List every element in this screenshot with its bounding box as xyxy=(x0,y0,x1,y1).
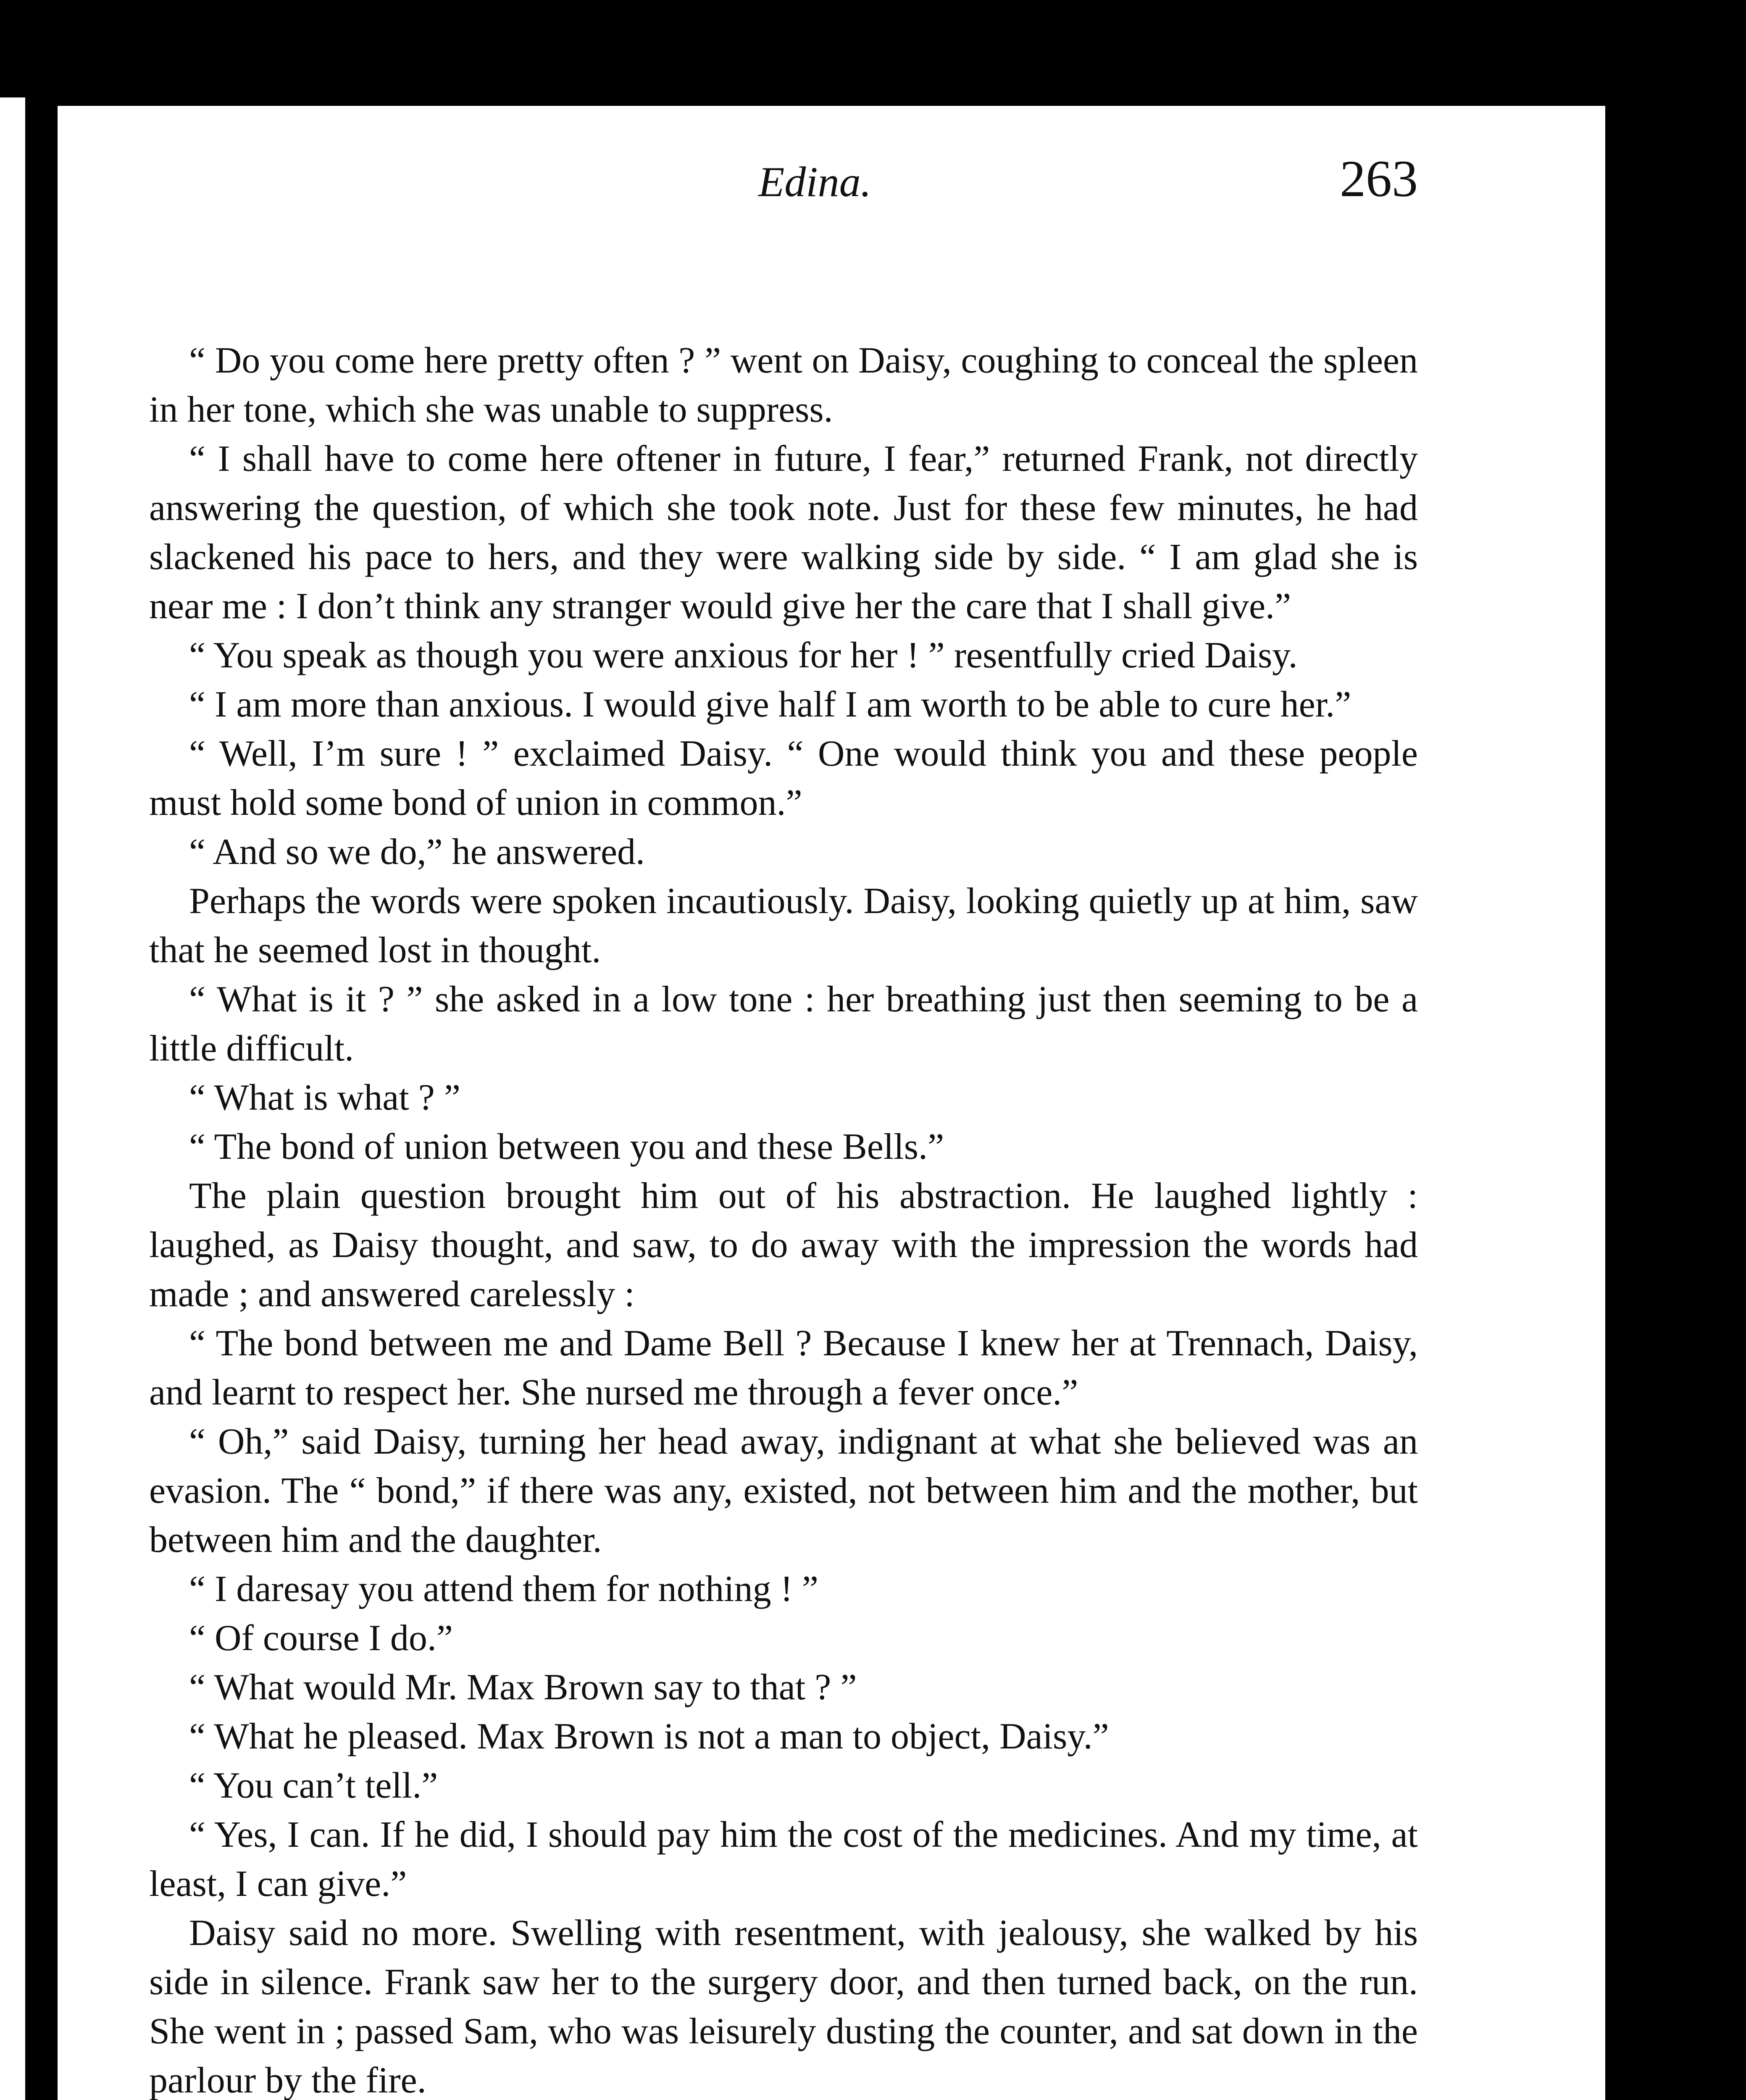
paragraph: “ And so we do,” he answered. xyxy=(189,832,645,872)
paragraph: “ I daresay you attend them for nothing ! ” xyxy=(189,1569,818,1609)
paragraph: “ I shall have to come here oftener in future, I fear,” returned Frank, not directly answering the question, of which she took note. Just for these few minutes, he had slackened his pace to hers, and they were walking side by side. “ I am glad she is near me : I don’t think any stranger would give her the care that I shall give.” xyxy=(149,438,1418,627)
paragraph: “ Well, I’m sure ! ” exclaimed Daisy. “ One would think you and these people must hold some bond of union in common.” xyxy=(149,733,1418,823)
paragraph: Daisy said no more. Swelling with resentment, with jealousy, she walked by his side in silence. Frank saw her to the surgery door, and then turned back, on the run. She went in ; passed Sam, who was leisurely dusting the counter, and sat down in the parlour by the fire. xyxy=(149,1913,1418,2100)
page-number: 263 xyxy=(1340,150,1418,207)
paragraph: “ Yes, I can. If he did, I should pay him the cost of the medicines. And my time, at least, I can give.” xyxy=(149,1814,1418,1904)
paragraph: “ You can’t tell.” xyxy=(189,1765,438,1806)
paragraph: “ The bond between me and Dame Bell ? Because I knew her at Trennach, Daisy, and learnt to respect her. She nursed me through a fever once.” xyxy=(149,1323,1418,1413)
paragraph: “ Oh,” said Daisy, turning her head away, indignant at what she believed was an evasion. The “ bond,” if there was any, existed, not between him and the mother, but between him and the daughter. xyxy=(149,1421,1418,1560)
running-head xyxy=(149,149,1418,212)
paragraph: “ You speak as though you were anxious for her ! ” resentfully cried Daisy. xyxy=(189,635,1298,676)
paragraph: “ Do you come here pretty often ? ” went on Daisy, coughing to conceal the spleen in her tone, which she was unable to suppress. xyxy=(149,340,1418,430)
paragraph: “ The bond of union between you and these Bells.” xyxy=(189,1126,944,1167)
paragraph: “ What is it ? ” she asked in a low tone : her breathing just then seeming to be a little difficult. xyxy=(149,979,1418,1069)
running-title: Edina. xyxy=(758,158,872,206)
facing-page-edge xyxy=(0,97,25,2100)
paragraph: “ Of course I do.” xyxy=(189,1618,453,1659)
paragraph: “ What he pleased. Max Brown is not a man to object, Daisy.” xyxy=(189,1716,1109,1757)
paragraph: “ What would Mr. Max Brown say to that ? ” xyxy=(189,1667,857,1708)
paragraph: “ What is what ? ” xyxy=(189,1077,460,1118)
page-gutter-shadow xyxy=(25,97,58,2100)
paragraph: Perhaps the words were spoken incautiously. Daisy, looking quietly up at him, saw that he seemed lost in thought. xyxy=(149,881,1418,971)
paragraph: The plain question brought him out of his abstraction. He laughed lightly : laughed, as Daisy thought, and saw, to do away with the impression the words had made ; and answered carelessly : xyxy=(149,1176,1418,1315)
paragraph: “ I am more than anxious. I would give half I am worth to be able to cure her.” xyxy=(189,684,1352,725)
body-text xyxy=(149,336,1418,2100)
